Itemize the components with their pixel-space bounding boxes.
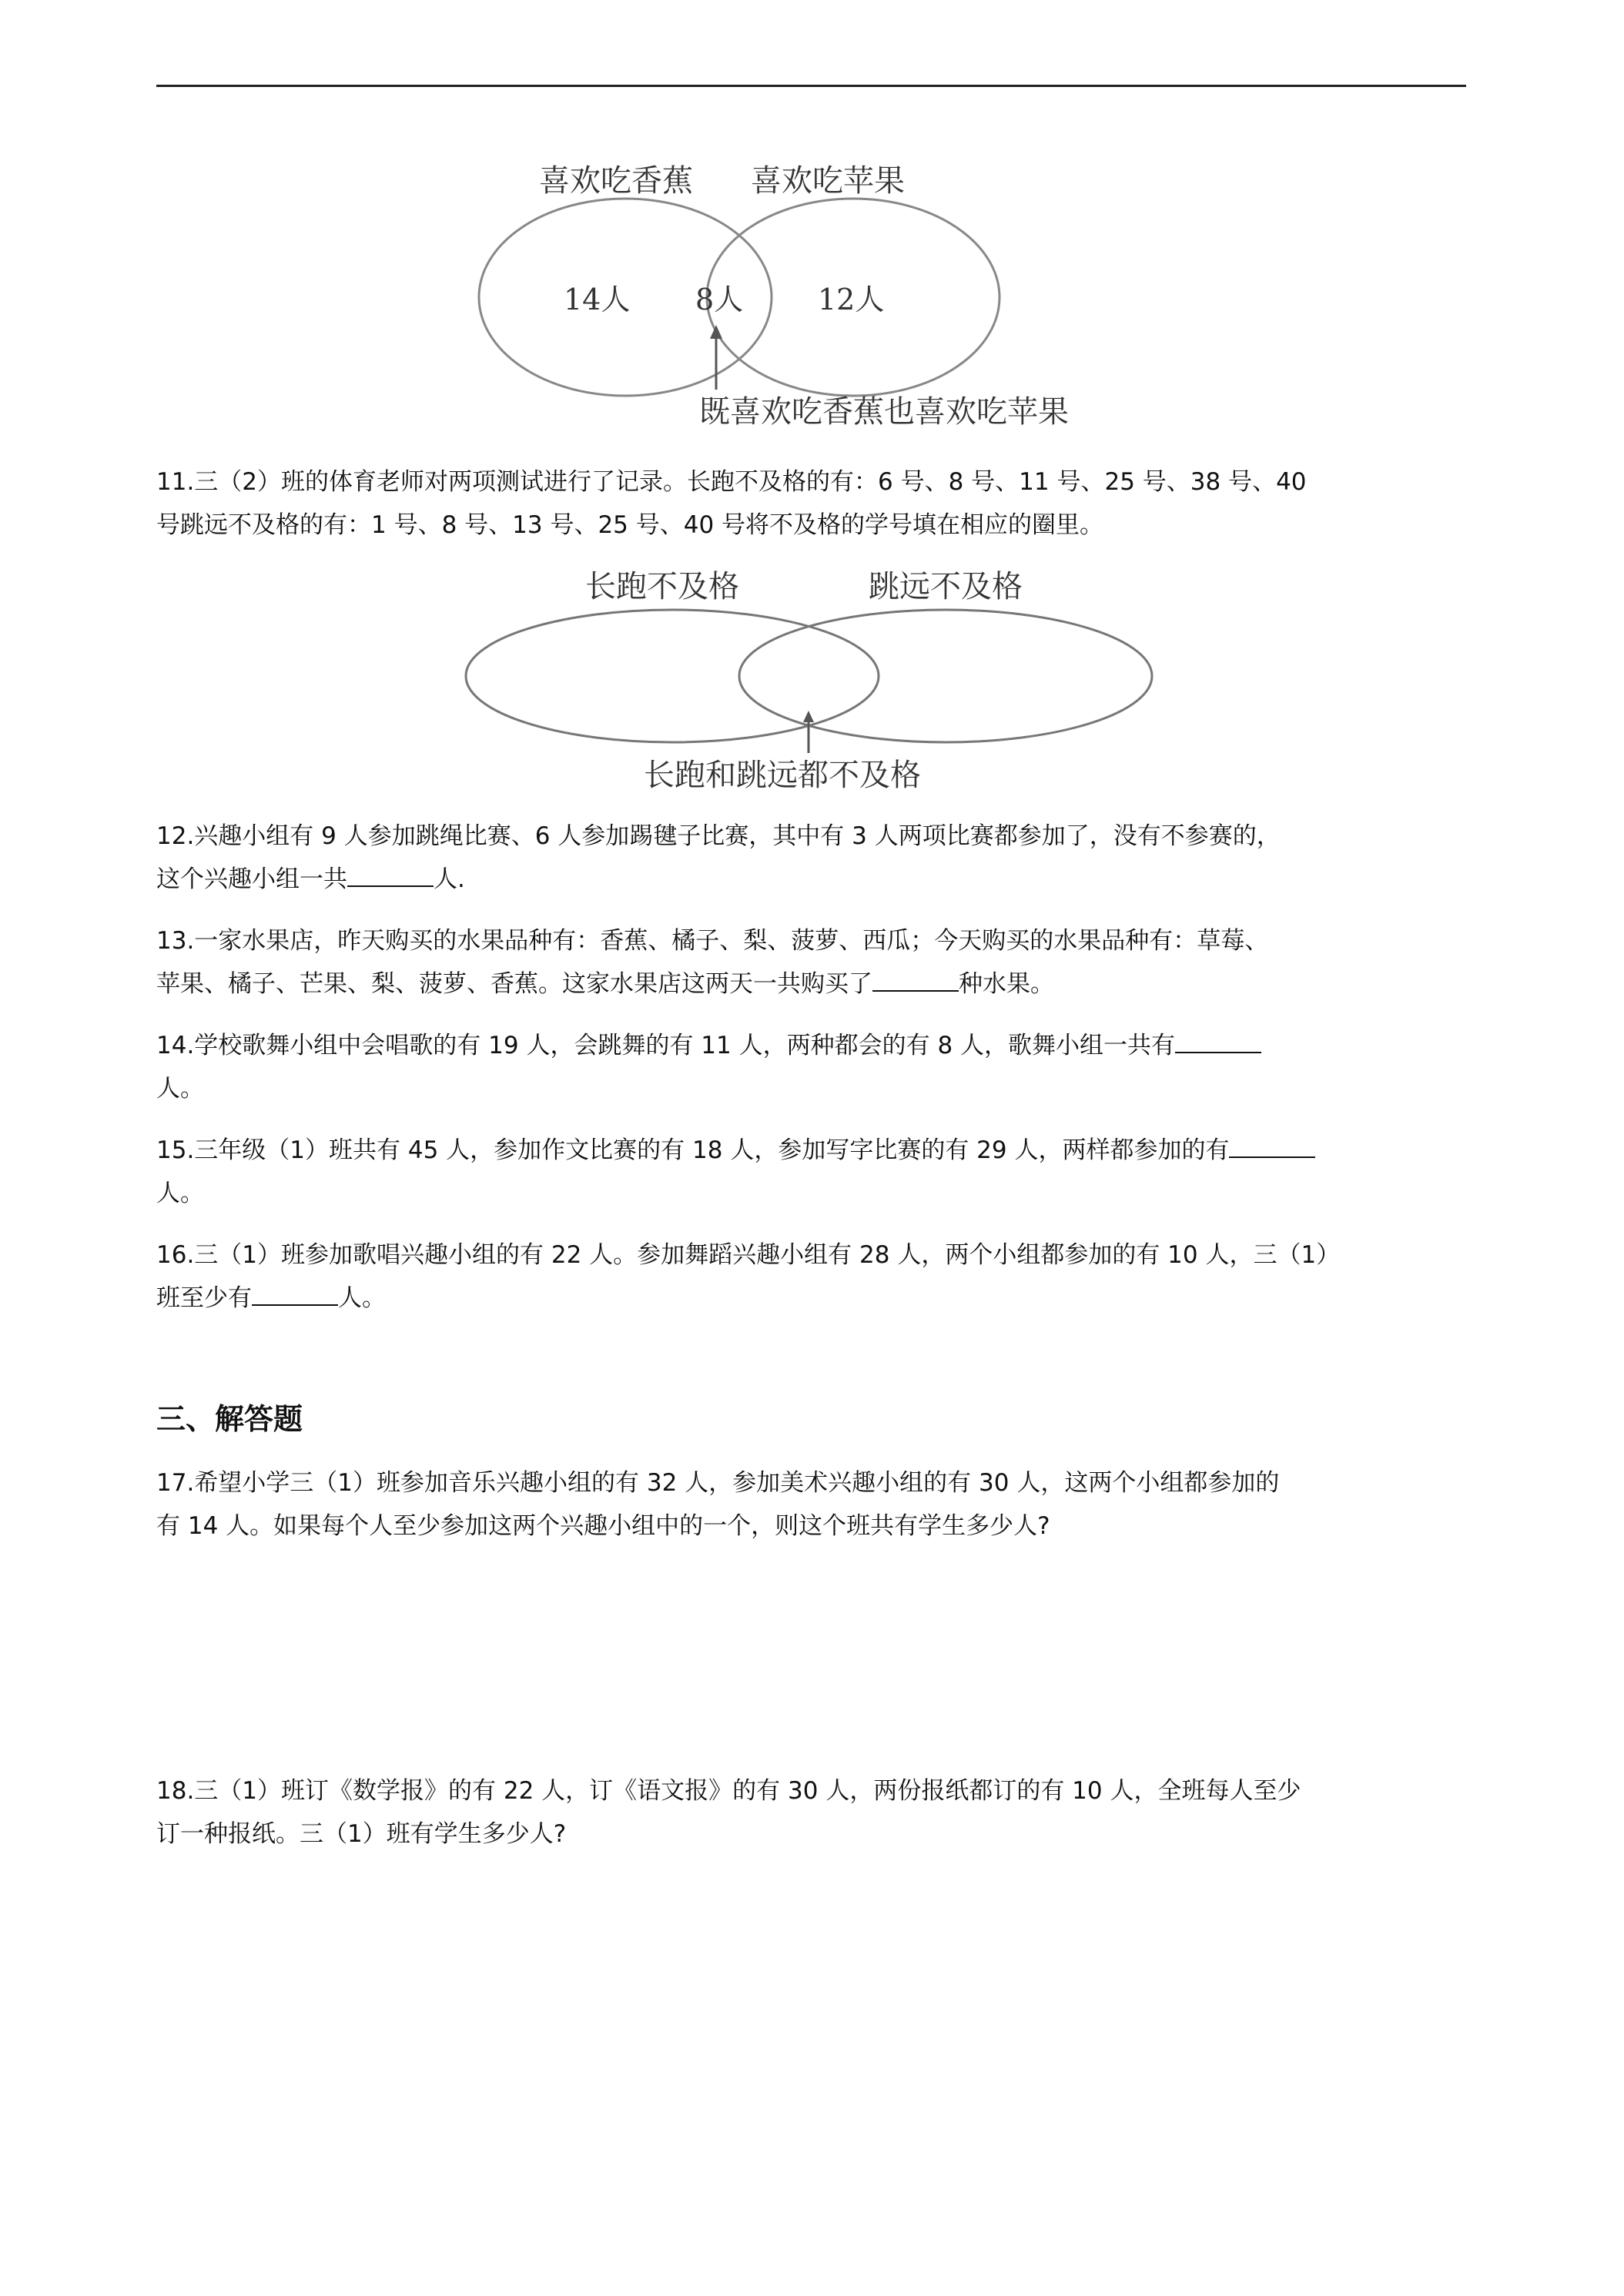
venn1-pointer-arrow-icon bbox=[710, 325, 722, 339]
q17-line2: 有 14 人。如果每个人至少参加这两个兴趣小组中的一个，则这个班共有学生多少人? bbox=[156, 1512, 1050, 1540]
section-heading-answer: 三、解答题 bbox=[156, 1402, 303, 1436]
q11-line2: 号跳远不及格的有：1 号、8 号、13 号、25 号、40 号将不及格的学号填在相应的圈里。 bbox=[156, 511, 1104, 539]
venn-diagram-test bbox=[462, 562, 1170, 801]
q13-line1: 13.一家水果店，昨天购买的水果品种有：香蕉、橘子、梨、菠萝、西瓜；今天购买的水果品种有：草莓、 bbox=[156, 927, 1269, 955]
q16-text bbox=[156, 1233, 1467, 1320]
q18-text bbox=[156, 1769, 1467, 1856]
q13-text bbox=[156, 919, 1467, 1006]
q12-line2-before: 这个兴趣小组一共 bbox=[156, 865, 347, 893]
q16-line2-after: 人。 bbox=[338, 1284, 386, 1312]
venn2-label-right: 跳远不及格 bbox=[869, 569, 1023, 604]
q12-line2-after: 人. bbox=[434, 865, 465, 893]
q15-line2: 人。 bbox=[156, 1180, 204, 1207]
q12-answer-blank[interactable] bbox=[347, 862, 434, 887]
venn2-label-left: 长跑不及格 bbox=[585, 569, 739, 604]
q14-line1: 14.学校歌舞小组中会唱歌的有 19 人，会跳舞的有 11 人，两种都会的有 8 人，歌舞小组一共有 bbox=[156, 1032, 1176, 1059]
venn1-right-only: 12人 bbox=[818, 283, 885, 316]
venn-diagram-fruit bbox=[462, 154, 1155, 439]
q15-answer-blank[interactable] bbox=[1229, 1133, 1315, 1158]
q16-line2-before: 班至少有 bbox=[156, 1284, 252, 1312]
venn2-pointer-arrow-icon bbox=[803, 711, 814, 722]
q14-answer-blank[interactable] bbox=[1175, 1029, 1261, 1053]
venn1-both: 8人 bbox=[695, 283, 744, 316]
venn1-left-only: 14人 bbox=[564, 283, 631, 316]
q12-line1: 12.兴趣小组有 9 人参加跳绳比赛、6 人参加踢毽子比赛，其中有 3 人两项比赛都参加了，没有不参赛的， bbox=[156, 822, 1281, 850]
q16-answer-blank[interactable] bbox=[252, 1281, 338, 1306]
venn2-pointer-label: 长跑和跳远都不及格 bbox=[644, 758, 921, 793]
q17-text bbox=[156, 1461, 1467, 1548]
q16-line1: 16.三（1）班参加歌唱兴趣小组的有 22 人。参加舞蹈兴趣小组有 28 人，两个小组都参加的有 10 人，三（1） bbox=[156, 1241, 1341, 1269]
venn2-circle-run bbox=[466, 610, 879, 742]
venn1-label-right: 喜欢吃苹果 bbox=[751, 163, 905, 199]
q18-line1: 18.三（1）班订《数学报》的有 22 人，订《语文报》的有 30 人，两份报纸都订的有 10 人，全班每人至少 bbox=[156, 1777, 1301, 1805]
q14-text bbox=[156, 1024, 1467, 1110]
q11-line1: 11.三（2）班的体育老师对两项测试进行了记录。长跑不及格的有：6 号、8 号、11 号、25 号、38 号、40 bbox=[156, 468, 1307, 496]
header-rule bbox=[156, 85, 1466, 87]
q12-text bbox=[156, 815, 1467, 901]
q15-line1: 15.三年级（1）班共有 45 人，参加作文比赛的有 18 人，参加写字比赛的有 29 人，两样都参加的有 bbox=[156, 1136, 1230, 1164]
q14-line2: 人。 bbox=[156, 1075, 204, 1103]
venn2-circle-jump bbox=[739, 610, 1152, 742]
venn1-pointer-label: 既喜欢吃香蕉也喜欢吃苹果 bbox=[699, 394, 1069, 430]
q17-line1: 17.希望小学三（1）班参加音乐兴趣小组的有 32 人，参加美术兴趣小组的有 30 人，这两个小组都参加的 bbox=[156, 1469, 1280, 1497]
q18-line2: 订一种报纸。三（1）班有学生多少人? bbox=[156, 1820, 567, 1848]
venn1-label-left: 喜欢吃香蕉 bbox=[539, 163, 693, 199]
q15-text bbox=[156, 1129, 1467, 1215]
q13-answer-blank[interactable] bbox=[872, 967, 959, 992]
q13-line2-before: 苹果、橘子、芒果、梨、菠萝、香蕉。这家水果店这两天一共购买了 bbox=[156, 970, 872, 998]
q13-line2-after: 种水果。 bbox=[959, 970, 1054, 998]
q11-text bbox=[156, 460, 1467, 547]
